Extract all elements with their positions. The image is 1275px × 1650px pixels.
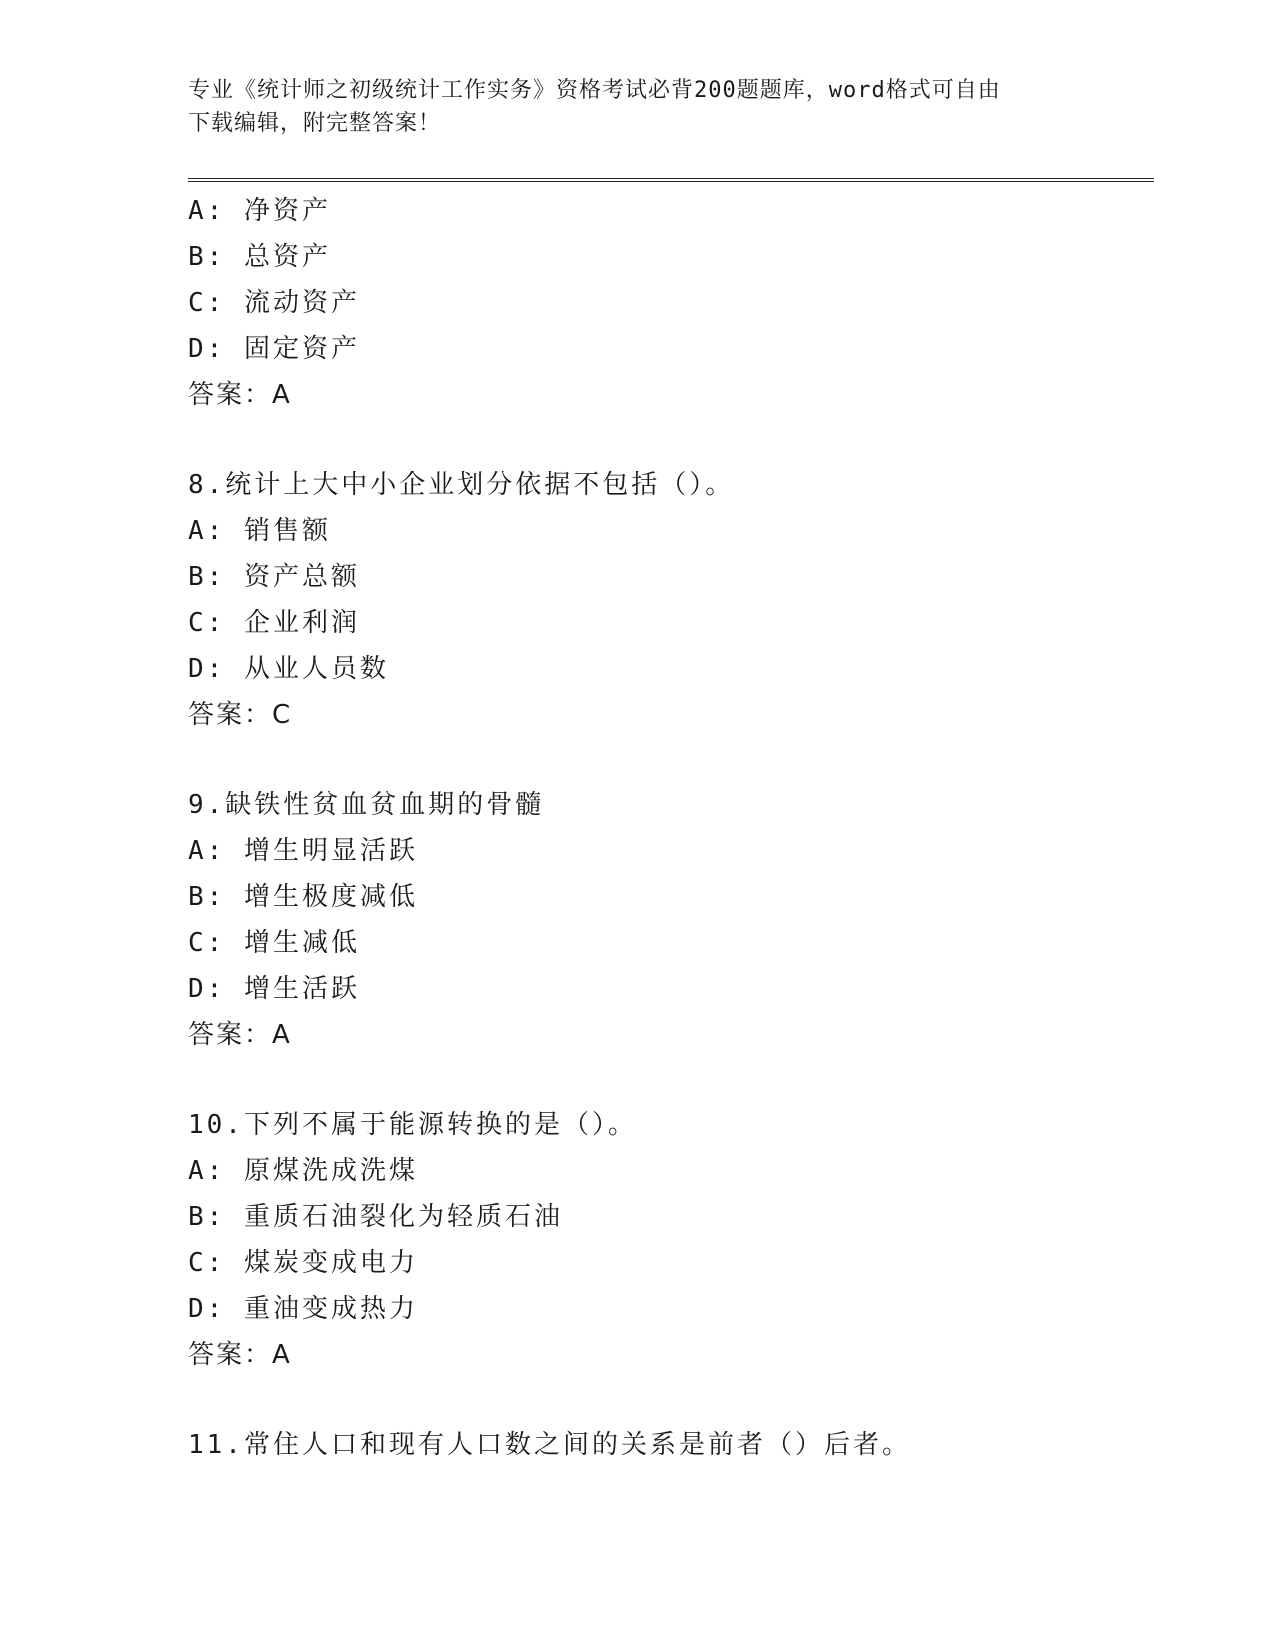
header-divider [188, 178, 1154, 182]
question-text: 8.统计上大中小企业划分依据不包括（）。 [188, 470, 735, 500]
header-line-2: 下载编辑，附完整答案！ [188, 111, 442, 136]
option-b: B: 增生极度减低 [188, 882, 418, 912]
option-d: D: 增生活跃 [188, 974, 360, 1004]
question-11-block [188, 1422, 1154, 1468]
option-b: B: 重质石油裂化为轻质石油 [188, 1202, 563, 1232]
option-a: A: 原煤洗成洗煤 [188, 1156, 418, 1186]
option-b: B: 总资产 [188, 242, 331, 272]
answer: 答案：C [188, 700, 293, 730]
answer: 答案：A [188, 1340, 292, 1370]
question-text: 11.常住人口和现有人口数之间的关系是前者（）后者。 [188, 1430, 911, 1460]
question-7-block [188, 188, 1154, 418]
option-a: A: 销售额 [188, 516, 331, 546]
option-c: C: 增生减低 [188, 928, 360, 958]
option-d: D: 从业人员数 [188, 654, 389, 684]
answer: 答案：A [188, 1020, 292, 1050]
header-line-1: 专业《统计师之初级统计工作实务》资格考试必背200题题库，word格式可自由 [188, 78, 1001, 103]
option-a: A: 净资产 [188, 196, 331, 226]
question-text: 10.下列不属于能源转换的是（）。 [188, 1110, 637, 1140]
option-d: D: 重油变成热力 [188, 1294, 418, 1324]
option-b: B: 资产总额 [188, 562, 360, 592]
option-a: A: 增生明显活跃 [188, 836, 418, 866]
question-list [188, 188, 1154, 1468]
option-c: C: 煤炭变成电力 [188, 1248, 418, 1278]
answer: 答案：A [188, 380, 292, 410]
option-d: D: 固定资产 [188, 334, 360, 364]
question-10-block [188, 1102, 1154, 1378]
question-8-block [188, 462, 1154, 738]
option-c: C: 流动资产 [188, 288, 360, 318]
question-9-block [188, 782, 1154, 1058]
question-text: 9.缺铁性贫血贫血期的骨髓 [188, 790, 545, 820]
option-c: C: 企业利润 [188, 608, 360, 638]
document-header [188, 74, 1068, 140]
